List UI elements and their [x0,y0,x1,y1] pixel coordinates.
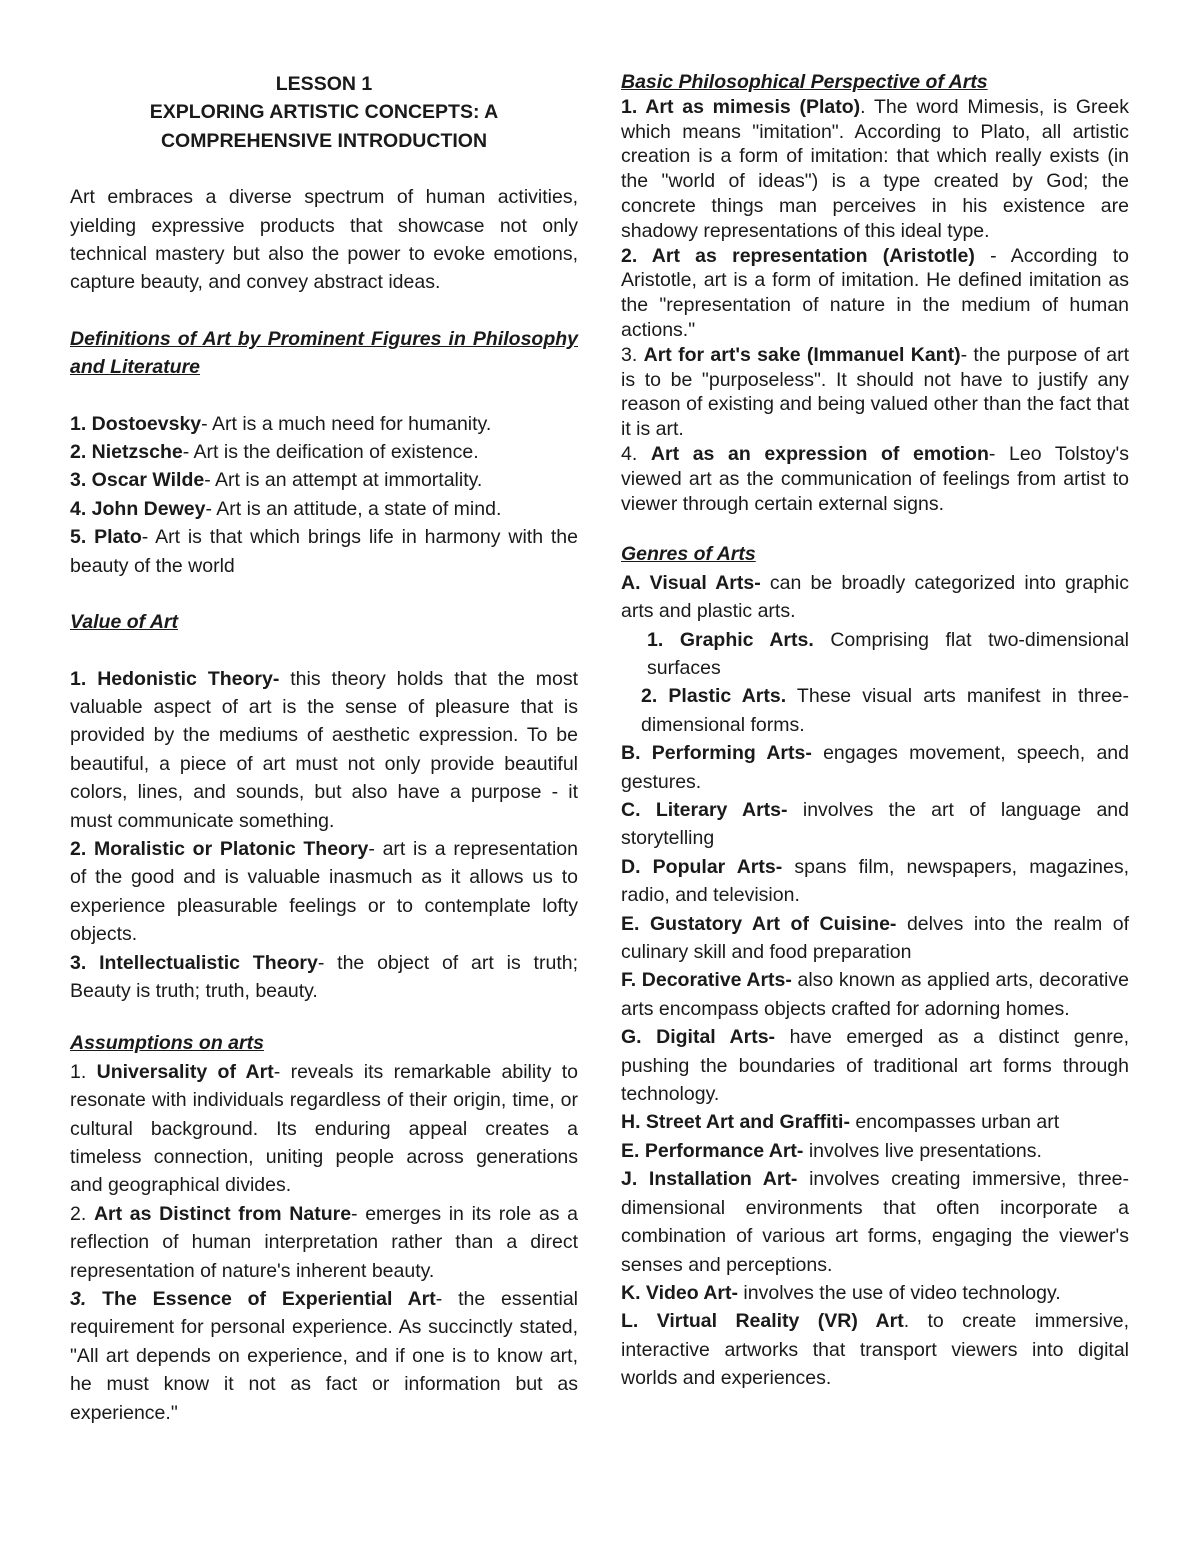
lesson-title-line-1: EXPLORING ARTISTIC CONCEPTS: A [149,101,499,124]
genre-subitem: 1. Graphic Arts. Comprising flat two-dimensional surfaces [647,628,1129,679]
genre-subitem: 2. Plastic Arts. These visual arts manifest in three-dimensional forms. [641,685,1129,736]
right-column [621,70,1129,1393]
genre-item: A. Visual Arts- can be broadly categorized into graphic arts and plastic arts. [621,571,1129,623]
perspective-item: 2. Art as representation (Aristotle) - According to Aristotle, art is a form of imitation. He defined imitation as the "representation of nature in the medium of human actions." [621,244,1129,341]
value-of-art-heading: Value of Art [70,611,178,634]
genre-item: K. Video Art- involves the use of video technology. [621,1281,1061,1304]
perspective-item: 4. Art as an expression of emotion- Leo Tolstoy's viewed art as the communication of feelings from artist to viewer through certain external signs. [621,442,1129,515]
definition-item: 1. Dostoevsky- Art is a much need for humanity. [70,412,492,435]
value-item: 3. Intellectualistic Theory- the object of art is truth; Beauty is truth; truth, beauty. [70,951,578,1002]
value-item: 2. Moralistic or Platonic Theory- art is a representation of the good and is valuable inasmuch as it allows us to experience pleasurable feelings or to contemplate lofty objects. [70,837,578,946]
definition-item: 5. Plato- Art is that which brings life in harmony with the beauty of the world [70,526,578,577]
definitions-heading: Definitions of Art by Prominent Figures in Philosophy and Literature [70,327,578,379]
genre-item: E. Gustatory Art of Cuisine- delves into the realm of culinary skill and food preparation [621,912,1130,964]
perspective-item: 3. Art for art's sake (Immanuel Kant)- the purpose of art is to be "purposeless". It should not have to justify any reason of existing and being valued other than the fact that it is art. [621,343,1130,441]
definition-item: 4. John Dewey- Art is an attitude, a state of mind. [70,497,502,520]
genre-item: D. Popular Arts- spans film, newspapers, magazines, radio, and television. [621,855,1129,907]
genre-item: L. Virtual Reality (VR) Art. to create immersive, interactive artworks that transport viewers into digital worlds and experiences. [621,1310,1129,1390]
value-item: 1. Hedonistic Theory- this theory holds that the most valuable aspect of art is the sense of pleasure that is provided by the mediums of aesthetic expression. To be beautiful, a piece of art must not only provide beautiful colors, lines, and sounds, but also have a purpose - it must communicate something. [70,667,578,832]
lesson-title-line-2: COMPREHENSIVE INTRODUCTION [160,129,488,152]
assumption-item: 1. Universality of Art- reveals its remarkable ability to resonate with individuals regardless of their origin, time, or cultural background. Its enduring appeal creates a timeless connection, uniting people across generations and geographical divides. [70,1060,578,1197]
genre-item: F. Decorative Arts- also known as applied arts, decorative arts encompass objects crafted for adorning homes. [621,969,1129,1020]
assumption-item: 3. The Essence of Experiential Art- the essential requirement for personal experience. As succinctly stated, "All art depends on experience, and if one is to know art, he must know it not as fact or information but as experience." [70,1288,578,1424]
genre-item: E. Performance Art- involves live presentations. [621,1139,1042,1162]
genres-heading: Genres of Arts [621,543,756,566]
genre-item: J. Installation Art- involves creating immersive, three-dimensional environments that often incorporate a combination of various art forms, engaging the viewer's senses and perceptions. [621,1168,1130,1276]
genre-item: C. Literary Arts- involves the art of language and storytelling [621,799,1129,850]
perspective-heading: Basic Philosophical Perspective of Arts [621,71,988,93]
left-column [70,70,578,1427]
genre-item: H. Street Art and Graffiti- encompasses urban art [621,1111,1060,1134]
lesson-number: LESSON 1 [275,73,373,95]
intro-paragraph: Art embraces a diverse spectrum of human activities, yielding expressive products that showcase not only technical mastery but also the power to evoke emotions, capture beauty, and convey abstract ideas. [70,186,578,294]
genre-item: G. Digital Arts- have emerged as a distinct genre, pushing the boundaries of traditional art forms through technology. [621,1026,1129,1106]
assumption-item: 2. Art as Distinct from Nature- emerges in its role as a reflection of human interpretation rather than a direct representation of nature's inherent beauty. [70,1202,578,1282]
genre-item: B. Performing Arts- engages movement, speech, and gestures. [621,742,1129,793]
assumptions-heading: Assumptions on arts [70,1032,264,1055]
definition-item: 2. Nietzsche- Art is the deification of existence. [70,441,479,464]
perspective-item: 1. Art as mimesis (Plato). The word Mimesis, is Greek which means "imitation". According to Plato, all artistic creation is a form of imitation: that which really exists (in the "world of ideas") is a type created by God; the concrete things man perceives in his existence are shadowy representations of this ideal type. [621,95,1129,242]
definition-item: 3. Oscar Wilde- Art is an attempt at immortality. [70,469,483,492]
